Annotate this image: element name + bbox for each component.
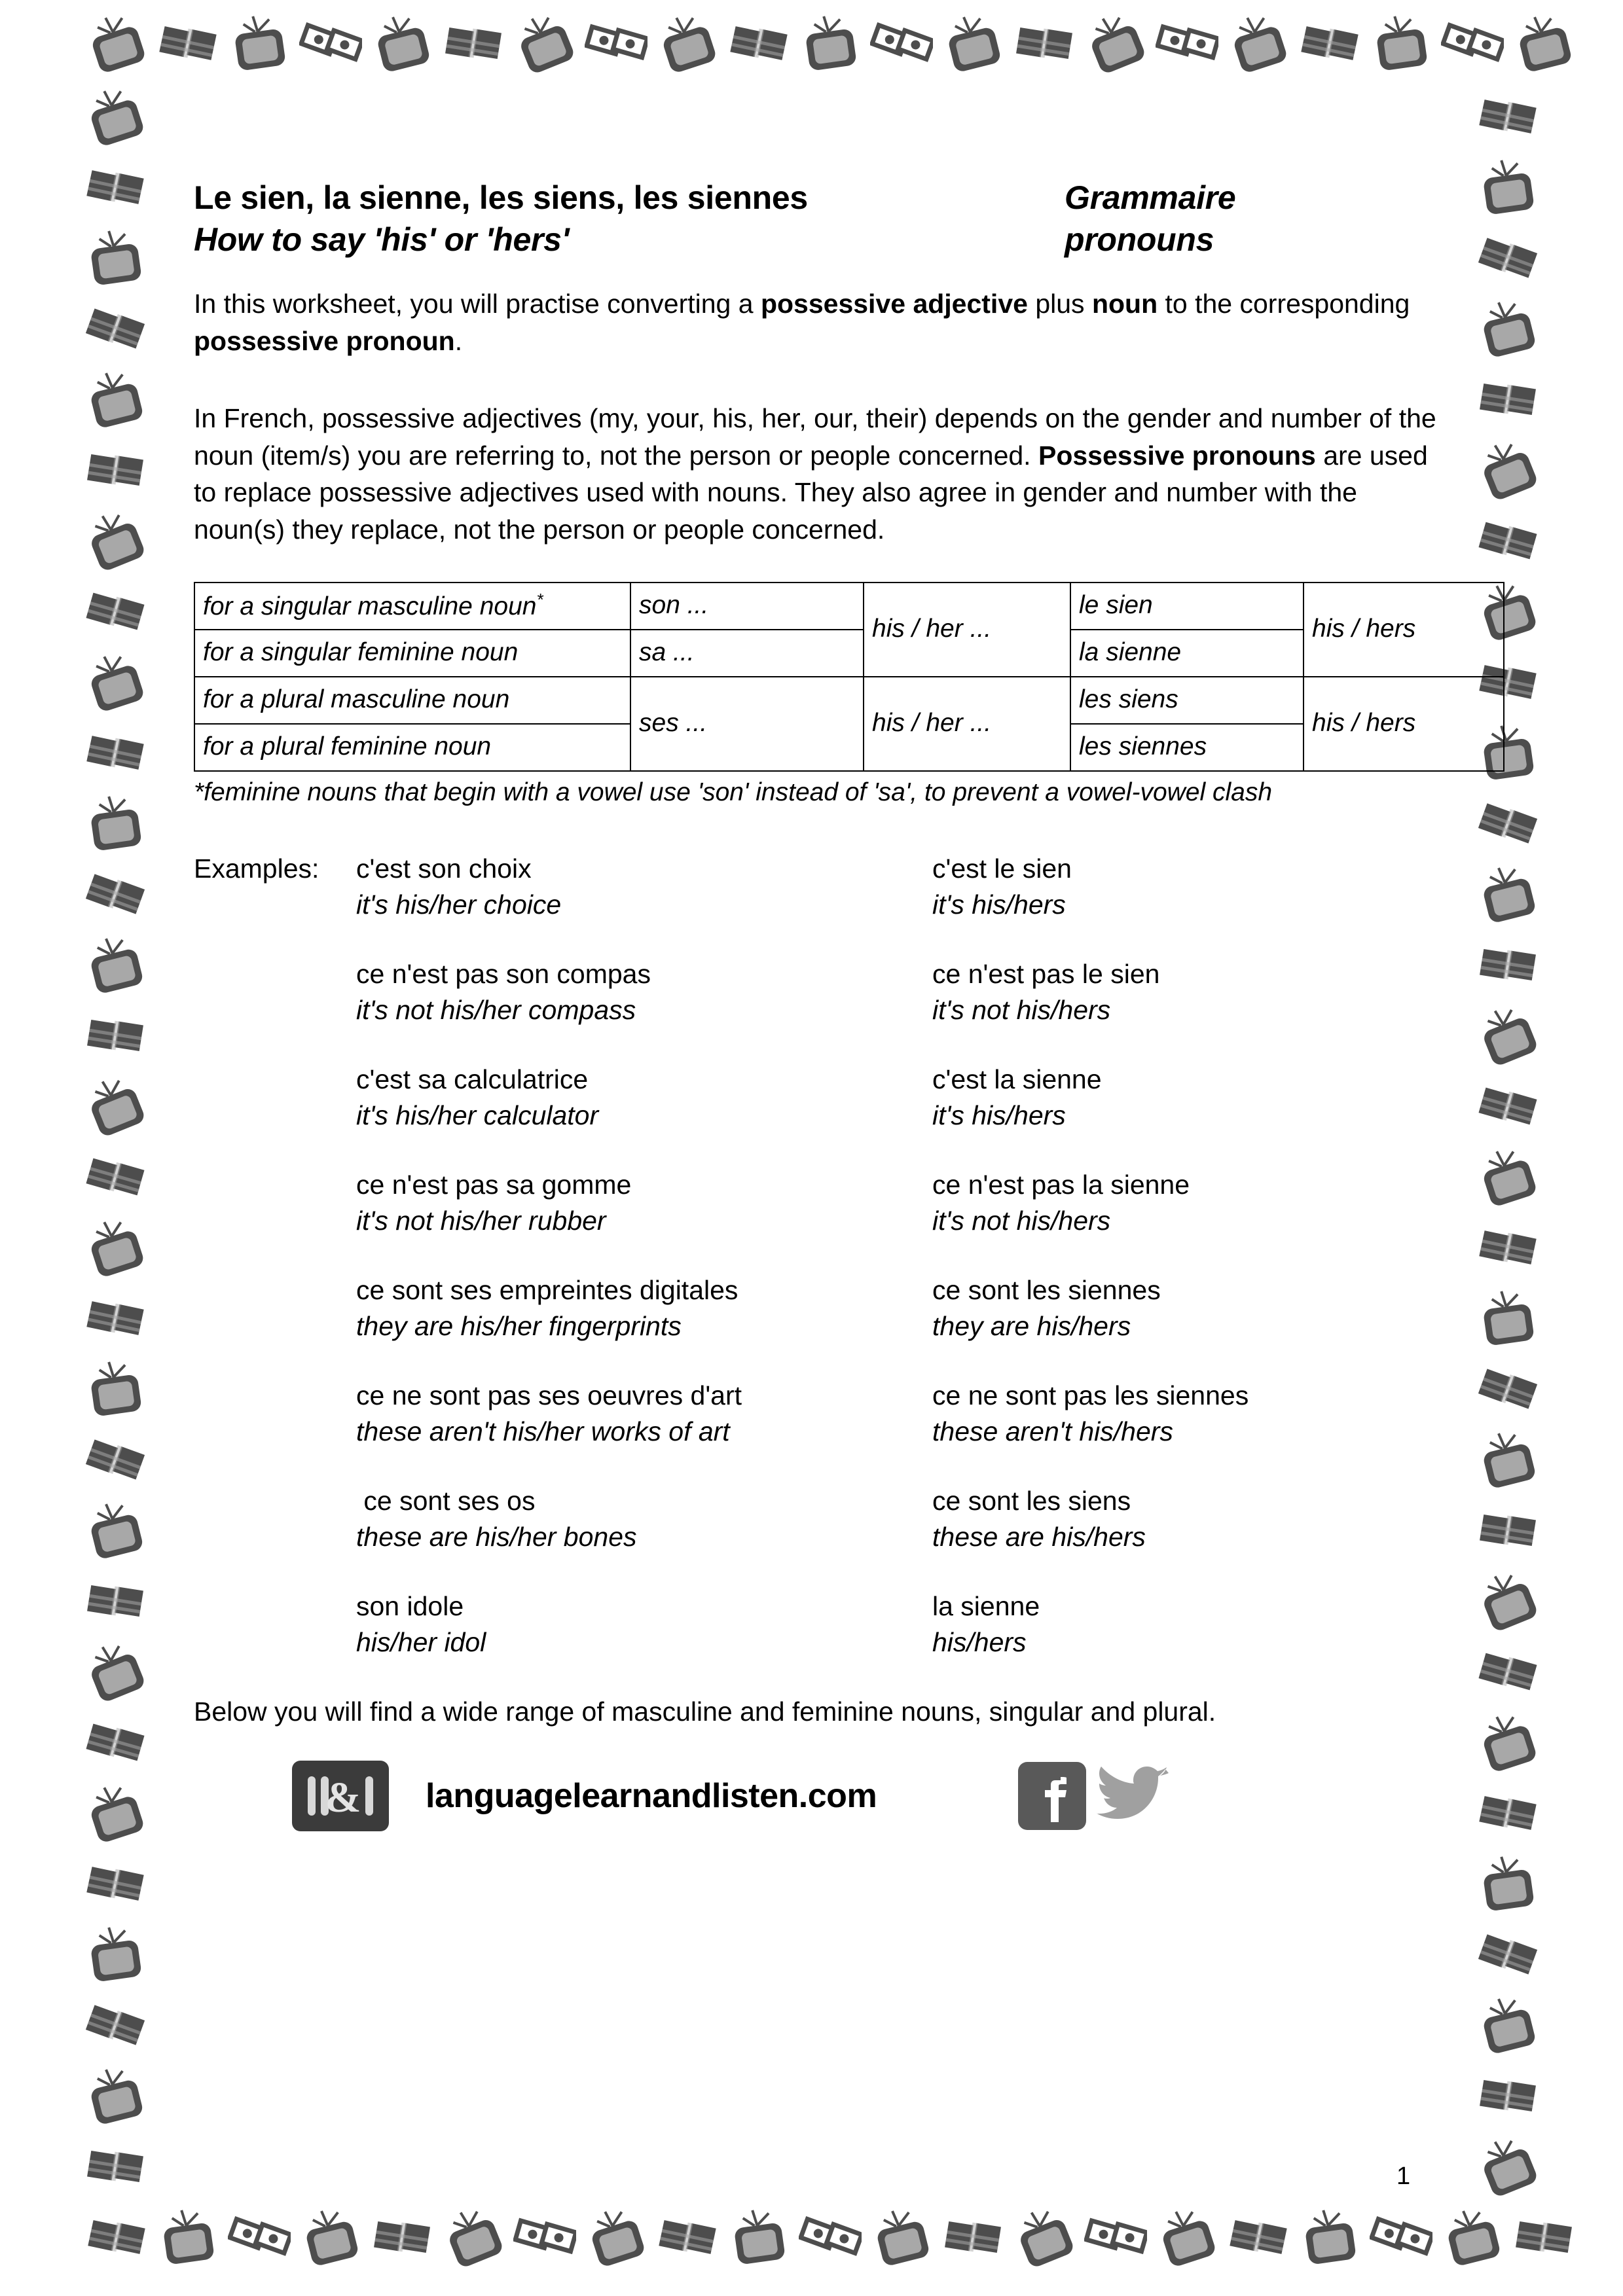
books-icon [442,12,505,75]
books-icon [84,1852,147,1915]
books-icon [371,2206,433,2269]
tv-icon [84,509,147,572]
example-english-adjective-phrase: it's his/her choice [356,889,562,920]
banknote-icon [299,12,362,75]
tv-icon [1476,1145,1539,1208]
example-row [194,851,1438,922]
tv-icon [84,2064,147,2127]
category-sub: pronouns [1065,221,1214,258]
books-icon [85,2206,148,2269]
banknote-icon [1156,12,1218,75]
intro-p1-bold-adjective: possessive adjective [760,289,1028,319]
intro-p2-part-a: In French, possessive adjectives (my, your, his, her, our, their) depends on the gender and number of the noun (item/s) you are referring to, not the person or people concerned. [194,403,1436,471]
books-icon [84,1004,147,1067]
example-english-pronoun-phrase: it's not his/hers [932,1205,1111,1236]
tv-icon [1476,1287,1539,1350]
example-target-column [932,1588,1438,1660]
example-row [194,1272,1438,1344]
intro-p1-part-e: to the corresponding [1158,289,1410,319]
books-icon [1227,2206,1290,2269]
tv-icon [84,1075,147,1138]
example-target-column [932,1378,1438,1449]
tv-icon [1370,12,1432,75]
tv-icon [84,1499,147,1562]
books-icon [1476,368,1539,431]
tv-icon [84,1640,147,1703]
books-icon [84,1711,147,1774]
tv-icon [870,2206,933,2269]
tv-icon [84,1782,147,1844]
cell-adjective: sa ... [630,630,864,677]
example-english-pronoun-phrase: they are his/hers [932,1310,1131,1341]
worksheet-content [194,177,1438,1831]
table-footnote: *feminine nouns that begin with a vowel use 'son' instead of 'sa', to prevent a vowel-vowel clash [194,778,1273,807]
books-icon [1476,1357,1539,1420]
example-french-adjective-phrase: ce sont ses empreintes digitales [356,1275,739,1306]
books-icon [1512,2206,1575,2269]
example-french-pronoun-phrase: ce ne sont pas les siennes [932,1380,1249,1411]
example-french-pronoun-phrase: ce n'est pas la sienne [932,1170,1190,1200]
example-english-adjective-phrase: his/her idol [356,1626,486,1657]
example-target-column [932,1272,1438,1344]
grammar-table [194,582,1504,772]
books-icon [84,863,147,925]
banknote-icon [1370,2206,1432,2269]
banknote-icon [513,2206,576,2269]
intro-p1-part-c: plus [1027,289,1092,319]
tv-icon [84,933,147,996]
tv-icon [727,2206,790,2269]
books-icon [1013,12,1076,75]
example-french-pronoun-phrase: ce n'est pas le sien [932,959,1160,990]
tv-icon [1476,1004,1539,1067]
example-target-column [932,851,1438,922]
books-icon [84,297,147,360]
footnote-marker: * [536,590,543,610]
books-icon [1476,1075,1539,1138]
cell-adjective-meaning: his / her ... [864,677,1070,771]
example-french-adjective-phrase: ce n'est pas son compas [356,959,651,990]
tv-icon [1476,1428,1539,1491]
example-row [194,1588,1438,1660]
books-icon [1476,1216,1539,1279]
example-english-adjective-phrase: these aren't his/her works of art [356,1416,730,1446]
banknote-icon [799,2206,862,2269]
example-french-pronoun-phrase: c'est le sien [932,853,1072,884]
tv-icon [1476,297,1539,360]
social-links [1018,1762,1169,1830]
tv-icon [1084,12,1147,75]
books-icon [84,580,147,643]
intro-p1-part-g: . [454,325,463,356]
books-icon [1476,85,1539,148]
example-english-adjective-phrase: they are his/her fingerprints [356,1310,682,1341]
cell-noun-type [194,583,630,630]
books-icon [84,1287,147,1350]
cell-pronoun-meaning: his / hers [1304,677,1504,771]
intro-paragraph-1 [194,285,1438,359]
books-icon [1476,2064,1539,2127]
books-icon [941,2206,1004,2269]
banknote-icon [228,2206,291,2269]
books-icon [1298,12,1361,75]
tv-icon [1476,156,1539,219]
example-english-adjective-phrase: these are his/her bones [356,1521,637,1552]
tv-icon [84,85,147,148]
example-source-column [356,956,932,1028]
example-english-adjective-phrase: it's not his/her rubber [356,1205,606,1236]
books-icon [84,1145,147,1208]
example-french-adjective-phrase: ce sont ses os [356,1486,536,1516]
tv-icon [1298,2206,1361,2269]
example-english-pronoun-phrase: his/hers [932,1626,1027,1657]
example-source-column [356,1062,932,1133]
books-icon [84,1428,147,1491]
cell-adjective: son ... [630,583,864,630]
example-english-pronoun-phrase: it's not his/hers [932,994,1111,1025]
intro-p1-bold-pronoun: possessive pronoun [194,325,455,356]
tv-icon [656,12,719,75]
noun-type-text: for a singular masculine noun [203,592,537,621]
books-icon [1476,1923,1539,1986]
tv-icon [299,2206,362,2269]
tv-icon [84,226,147,289]
example-source-column [356,1588,932,1660]
example-english-adjective-phrase: it's not his/her compass [356,994,636,1025]
books-icon [1476,933,1539,996]
books-icon [84,721,147,784]
example-row [194,1167,1438,1238]
example-target-column [932,1167,1438,1238]
tv-icon [84,368,147,431]
tv-icon [585,2206,647,2269]
tv-icon [84,1923,147,1986]
tv-icon [1441,2206,1504,2269]
books-icon [1476,509,1539,572]
example-french-adjective-phrase: ce n'est pas sa gomme [356,1170,632,1200]
title-group [194,177,1065,260]
example-french-adjective-phrase: c'est son choix [356,853,532,884]
example-english-pronoun-phrase: it's his/hers [932,889,1066,920]
example-row [194,1062,1438,1133]
banknote-icon [1441,12,1504,75]
tv-icon [1476,1711,1539,1774]
page-footer [194,1761,1438,1831]
example-row [194,1378,1438,1449]
example-french-pronoun-phrase: ce sont les siens [932,1486,1131,1516]
tv-icon [1476,1570,1539,1632]
example-english-pronoun-phrase: these aren't his/hers [932,1416,1173,1446]
books-icon [1476,792,1539,855]
page-subtitle: How to say 'his' or 'hers' [194,221,570,258]
example-target-column [932,1062,1438,1133]
page-title: Le sien, la sienne, les siens, les siennes [194,179,808,216]
tv-icon [1156,2206,1218,2269]
intro-p2-part-c: are used to replace possessive adjectives used with nouns. They also agree in gender and number with the noun(s) they replace, not the person or people concerned. [194,440,1428,545]
cell-adjective-meaning: his / her ... [864,583,1070,677]
twitter-icon[interactable] [1095,1762,1169,1830]
example-target-column [932,1483,1438,1554]
example-source-column [356,1483,932,1554]
table-row [194,677,1504,724]
books-icon [1476,1640,1539,1703]
example-french-adjective-phrase: ce ne sont pas ses oeuvres d'art [356,1380,742,1411]
tv-icon [371,12,433,75]
cell-noun-type: for a plural feminine noun [194,724,630,771]
banknote-icon [1084,2206,1147,2269]
intro-p1-part-a: In this worksheet, you will practise converting a [194,289,761,319]
books-icon [84,2135,147,2198]
example-french-pronoun-phrase: ce sont les siennes [932,1275,1161,1306]
intro-p2-bold-pronouns: Possessive pronouns [1038,440,1316,471]
books-icon [84,1994,147,2056]
banknote-icon [870,12,933,75]
website-url[interactable]: languagelearnandlisten.com [426,1776,877,1815]
example-source-column [356,1167,932,1238]
books-icon [84,156,147,219]
example-english-pronoun-phrase: it's his/hers [932,1100,1066,1130]
example-source-column [356,851,932,922]
books-icon [656,2206,719,2269]
category-main: Grammaire [1065,179,1236,216]
cell-pronoun: les siens [1070,677,1304,724]
tv-icon [1476,2135,1539,2198]
intro-paragraph-2 [194,400,1438,548]
example-french-adjective-phrase: c'est sa calculatrice [356,1064,589,1095]
cell-pronoun: la sienne [1070,630,1304,677]
tv-icon [1476,1852,1539,1915]
example-french-pronoun-phrase: c'est la sienne [932,1064,1102,1095]
books-icon [156,12,219,75]
example-source-column [356,1272,932,1344]
tv-icon [941,12,1004,75]
table-row [194,583,1504,630]
tv-icon [1476,1994,1539,2056]
tv-icon [156,2206,219,2269]
page-number: 1 [1396,2162,1411,2190]
example-row [194,956,1438,1028]
tv-icon [84,1357,147,1420]
examples-section [194,851,1438,1660]
cell-noun-type: for a singular feminine noun [194,630,630,677]
page-header [194,177,1438,260]
example-target-column [932,956,1438,1028]
tv-icon [442,2206,505,2269]
tv-icon [799,12,862,75]
tv-icon [1512,12,1575,75]
books-icon [84,1570,147,1632]
tv-icon [1013,2206,1076,2269]
brand-logo [292,1761,389,1831]
tv-icon [84,1216,147,1279]
example-english-pronoun-phrase: these are his/hers [932,1521,1146,1552]
facebook-icon[interactable] [1018,1762,1086,1830]
example-french-pronoun-phrase: la sienne [932,1591,1040,1622]
cell-noun-type: for a plural masculine noun [194,677,630,724]
tv-icon [1227,12,1290,75]
example-french-adjective-phrase: son idole [356,1591,464,1622]
tv-icon [1476,439,1539,501]
books-icon [84,439,147,501]
tv-icon [1476,863,1539,925]
cell-pronoun: le sien [1070,583,1304,630]
examples-label: Examples: [194,853,319,884]
intro-p1-bold-noun: noun [1091,289,1158,319]
books-icon [727,12,790,75]
books-icon [1476,1782,1539,1844]
cell-pronoun-meaning: his / hers [1304,583,1504,677]
cell-pronoun: les siennes [1070,724,1304,771]
books-icon [1476,226,1539,289]
example-row [194,1483,1438,1554]
tv-icon [513,12,576,75]
banknote-icon [585,12,647,75]
svg-text:&: & [325,1773,361,1821]
category-group [1065,177,1235,260]
example-source-column [356,1378,932,1449]
tv-icon [84,651,147,713]
books-icon [1476,1499,1539,1562]
tv-icon [228,12,291,75]
closing-note: Below you will find a wide range of masculine and feminine nouns, singular and plural. [194,1696,1216,1727]
tv-icon [85,12,148,75]
tv-icon [84,792,147,855]
cell-adjective: ses ... [630,677,864,771]
example-english-adjective-phrase: it's his/her calculator [356,1100,599,1130]
